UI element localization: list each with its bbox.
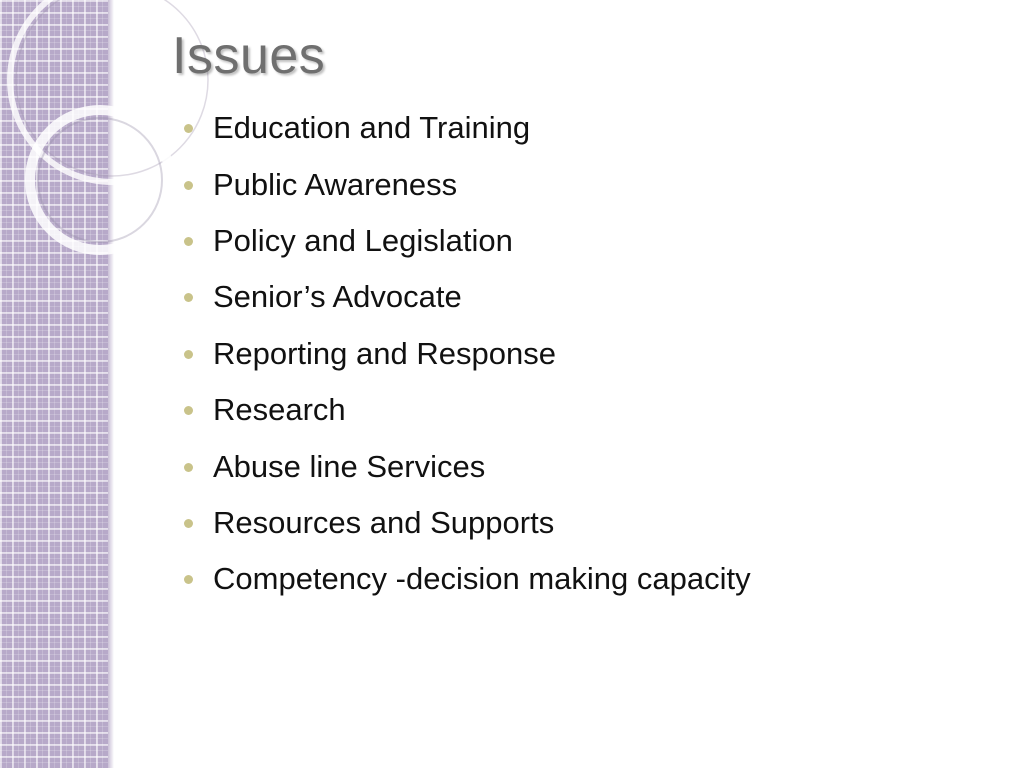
bullet-text: Resources and Supports — [213, 504, 555, 540]
bullet-text: Reporting and Response — [213, 335, 556, 371]
bullet-item — [184, 382, 751, 438]
bullet-item — [184, 326, 751, 382]
bullet-text: Policy and Legislation — [213, 222, 513, 258]
bullet-item — [184, 269, 751, 325]
bullet-dot-icon — [184, 124, 193, 133]
side-band-pattern — [0, 0, 112, 768]
bullet-list — [184, 100, 751, 608]
bullet-item — [184, 156, 751, 212]
bullet-item — [184, 213, 751, 269]
bullet-text: Public Awareness — [213, 166, 458, 202]
bullet-dot-icon — [184, 463, 193, 472]
bullet-dot-icon — [184, 350, 193, 359]
bullet-dot-icon — [184, 237, 193, 246]
bullet-dot-icon — [184, 181, 193, 190]
bullet-item — [184, 438, 751, 494]
bullet-text: Abuse line Services — [213, 448, 486, 484]
bullet-text: Competency -decision making capacity — [213, 561, 751, 597]
bullet-item — [184, 495, 751, 551]
bullet-dot-icon — [184, 575, 193, 584]
bullet-dot-icon — [184, 293, 193, 302]
bullet-dot-icon — [184, 519, 193, 528]
bullet-item — [184, 551, 751, 607]
slide-title: Issues — [172, 27, 326, 85]
side-band-edge — [108, 0, 114, 768]
bullet-dot-icon — [184, 406, 193, 415]
bullet-text: Senior’s Advocate — [213, 279, 462, 315]
bullet-text: Research — [213, 392, 346, 428]
bullet-text: Education and Training — [213, 110, 531, 146]
bullet-item — [184, 100, 751, 156]
